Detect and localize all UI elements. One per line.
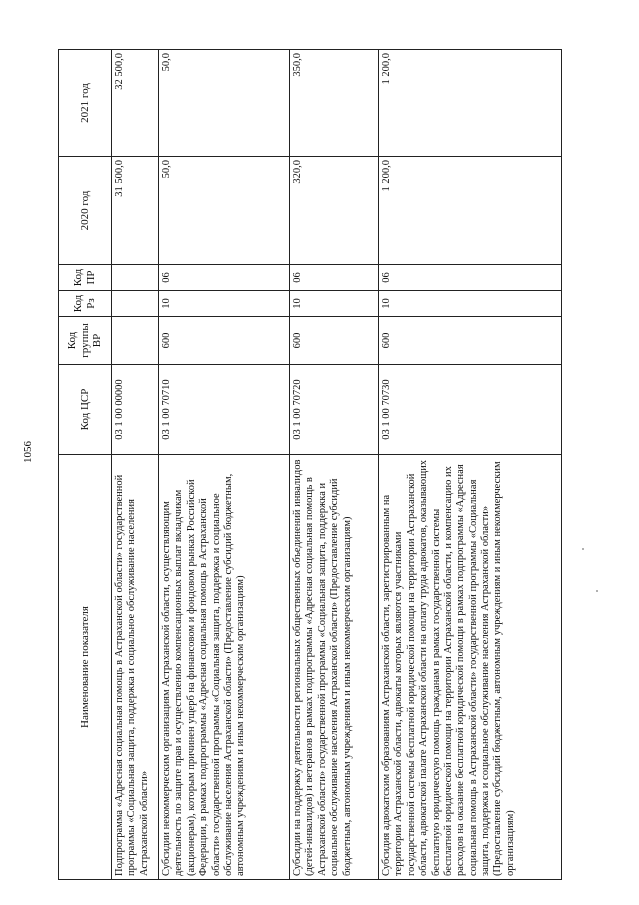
row-vr: 600 [159,317,290,365]
row-vr: 600 [379,317,562,365]
row-rz: 10 [290,291,379,317]
row-name: Подпрограмма «Адресная социальная помощь в Астраханской области» государственной программы «Социальная защита, поддержка и социальное обслуживание населения Астраханской области» [112,455,159,880]
header-pr: Код ПР [59,265,112,291]
row-2021: 50,0 [159,50,290,157]
header-2020: 2020 год [59,157,112,265]
table-row [290,50,379,880]
row-2020: 1 200,0 [379,157,562,265]
header-csr: Код ЦСР [59,365,112,455]
row-name: Субсидии на поддержку деятельности региональных общественных объединений инвалидов (детей-инвалидов) и ветеранов в рамках подпрограммы «Адресная социальная помощь в Астраханской области» государственной программы «Социальная защита, поддержка и социальное обслуживание населения Астраханской области» (Предоставление субсидий бюджетным, автономным учреждениям и иным некоммерческим организациям) [290,455,379,880]
header-rz: Код Рз [59,291,112,317]
table-row [159,50,290,880]
table-row [379,50,562,880]
row-rz: 10 [159,291,290,317]
row-rz [112,291,159,317]
row-2021: 1 200,0 [379,50,562,157]
rotated-sheet [58,50,554,880]
row-rz: 10 [379,291,562,317]
row-vr [112,317,159,365]
row-pr: 06 [379,265,562,291]
page-number: 1056 [22,441,34,463]
row-2020: 50,0 [159,157,290,265]
scan-speck [582,548,584,550]
row-vr: 600 [290,317,379,365]
row-csr: 03 1 00 00000 [112,365,159,455]
budget-table [58,49,562,880]
row-2021: 32 500,0 [112,50,159,157]
row-pr: 06 [290,265,379,291]
header-vr: Код группы ВР [59,317,112,365]
table-header-row [59,50,112,880]
row-2020: 31 500,0 [112,157,159,265]
row-pr: 06 [159,265,290,291]
row-csr: 03 1 00 70710 [159,365,290,455]
header-name: Наименование показателя [59,455,112,880]
row-2020: 320,0 [290,157,379,265]
row-csr: 03 1 00 70730 [379,365,562,455]
row-2021: 350,0 [290,50,379,157]
header-2021: 2021 год [59,50,112,157]
table-row [112,50,159,880]
row-name: Субсидия адвокатским образованиям Астраханской области, зарегистрированным на территории Астраханской области, адвокаты которых являются участниками государственной системы бесплатной юридической помощи на территории Астраханской области, адвокатской палате Астраханской области на оплату труда адвокатов, оказывающих бесплатную юридическую помощь гражданам в рамках государственной системы бесплатной юридической помощи на территории Астраханской области, и компенсацию их расходов на оказание бесплатной юридической помощи в рамках подпрограммы «Адресная социальная помощь в Астраханской области» государственной программы «Социальная защита, поддержка и социальное обслуживание населения Астраханской области» (Предоставление субсидий бюджетным, автономным учреждениям и иным некоммерческим организациям) [379,455,562,880]
row-csr: 03 1 00 70720 [290,365,379,455]
row-pr [112,265,159,291]
scan-speck [596,590,598,592]
row-name: Субсидии некоммерческим организациям Астраханской области, осуществляющим деятельность по защите прав и осуществлению компенсационных выплат вкладчикам (акционерам), которым причинен ущерб на финансовом и фондовом рынках Российской Федерации, в рамках подпрограммы «Адресная социальная помощь в Астраханской области» государственной программы «Социальная защита, поддержка и социальное обслуживание населения Астраханской области» (Предоставление субсидий бюджетным, автономным учреждениям и иным некоммерческим организациям) [159,455,290,880]
